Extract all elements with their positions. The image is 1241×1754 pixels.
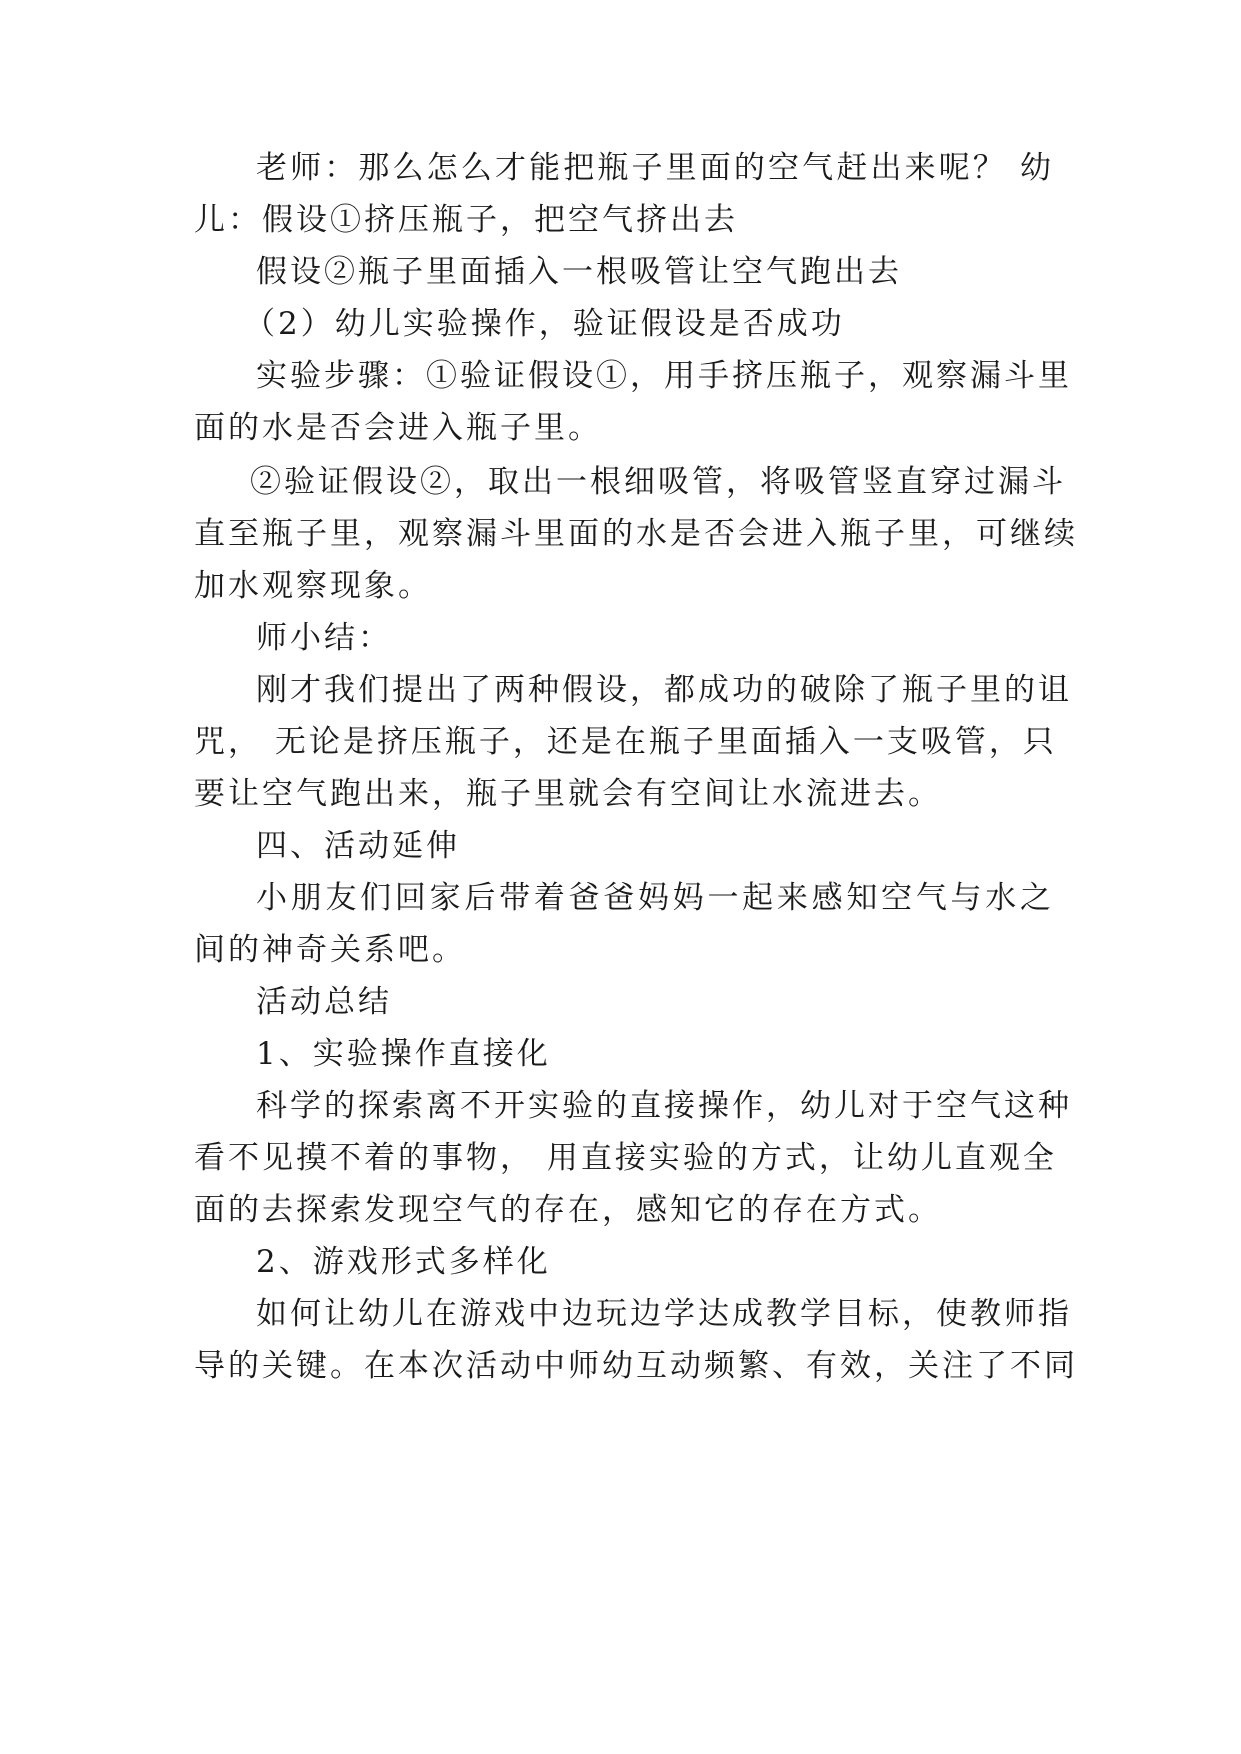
text-line-8: 直至瓶子里，观察漏斗里面的水是否会进入瓶子里，可继续 <box>194 516 1078 552</box>
text-line-22: 2、游戏形式多样化 <box>256 1244 551 1280</box>
text-line-3: 假设②瓶子里面插入一根吸管让空气跑出去 <box>256 254 902 290</box>
text-line-2: 儿：假设①挤压瓶子，把空气挤出去 <box>194 202 738 238</box>
text-line-11: 刚才我们提出了两种假设，都成功的破除了瓶子里的诅 <box>256 672 1072 708</box>
text-line-23: 如何让幼儿在游戏中边玩边学达成教学目标，使教师指 <box>256 1296 1072 1332</box>
text-line-1: 老师：那么怎么才能把瓶子里面的空气赶出来呢？ 幼 <box>256 150 1054 186</box>
text-line-6: 面的水是否会进入瓶子里。 <box>194 410 602 446</box>
text-line-20: 看不见摸不着的事物， 用直接实验的方式，让幼儿直观全 <box>194 1140 1057 1176</box>
text-line-5: 实验步骤：①验证假设①，用手挤压瓶子，观察漏斗里 <box>256 358 1072 394</box>
text-line-18: 1、实验操作直接化 <box>256 1036 551 1072</box>
text-line-4: （2）幼儿实验操作，验证假设是否成功 <box>244 306 845 342</box>
text-line-24: 导的关键。在本次活动中师幼互动频繁、有效，关注了不同 <box>194 1348 1078 1384</box>
text-line-21: 面的去探索发现空气的存在，感知它的存在方式。 <box>194 1192 942 1228</box>
text-line-7: ②验证假设②，取出一根细吸管，将吸管竖直穿过漏斗 <box>250 464 1066 500</box>
text-line-14: 四、活动延伸 <box>256 828 460 864</box>
text-line-19: 科学的探索离不开实验的直接操作，幼儿对于空气这种 <box>256 1088 1072 1124</box>
text-line-13: 要让空气跑出来，瓶子里就会有空间让水流进去。 <box>194 776 942 812</box>
text-line-10: 师小结： <box>256 620 392 656</box>
text-line-16: 间的神奇关系吧。 <box>194 932 466 968</box>
text-line-12: 咒， 无论是挤压瓶子，还是在瓶子里面插入一支吸管，只 <box>194 724 1057 760</box>
text-line-9: 加水观察现象。 <box>194 568 432 604</box>
text-line-17: 活动总结 <box>256 984 392 1020</box>
text-line-15: 小朋友们回家后带着爸爸妈妈一起来感知空气与水之 <box>256 880 1054 916</box>
